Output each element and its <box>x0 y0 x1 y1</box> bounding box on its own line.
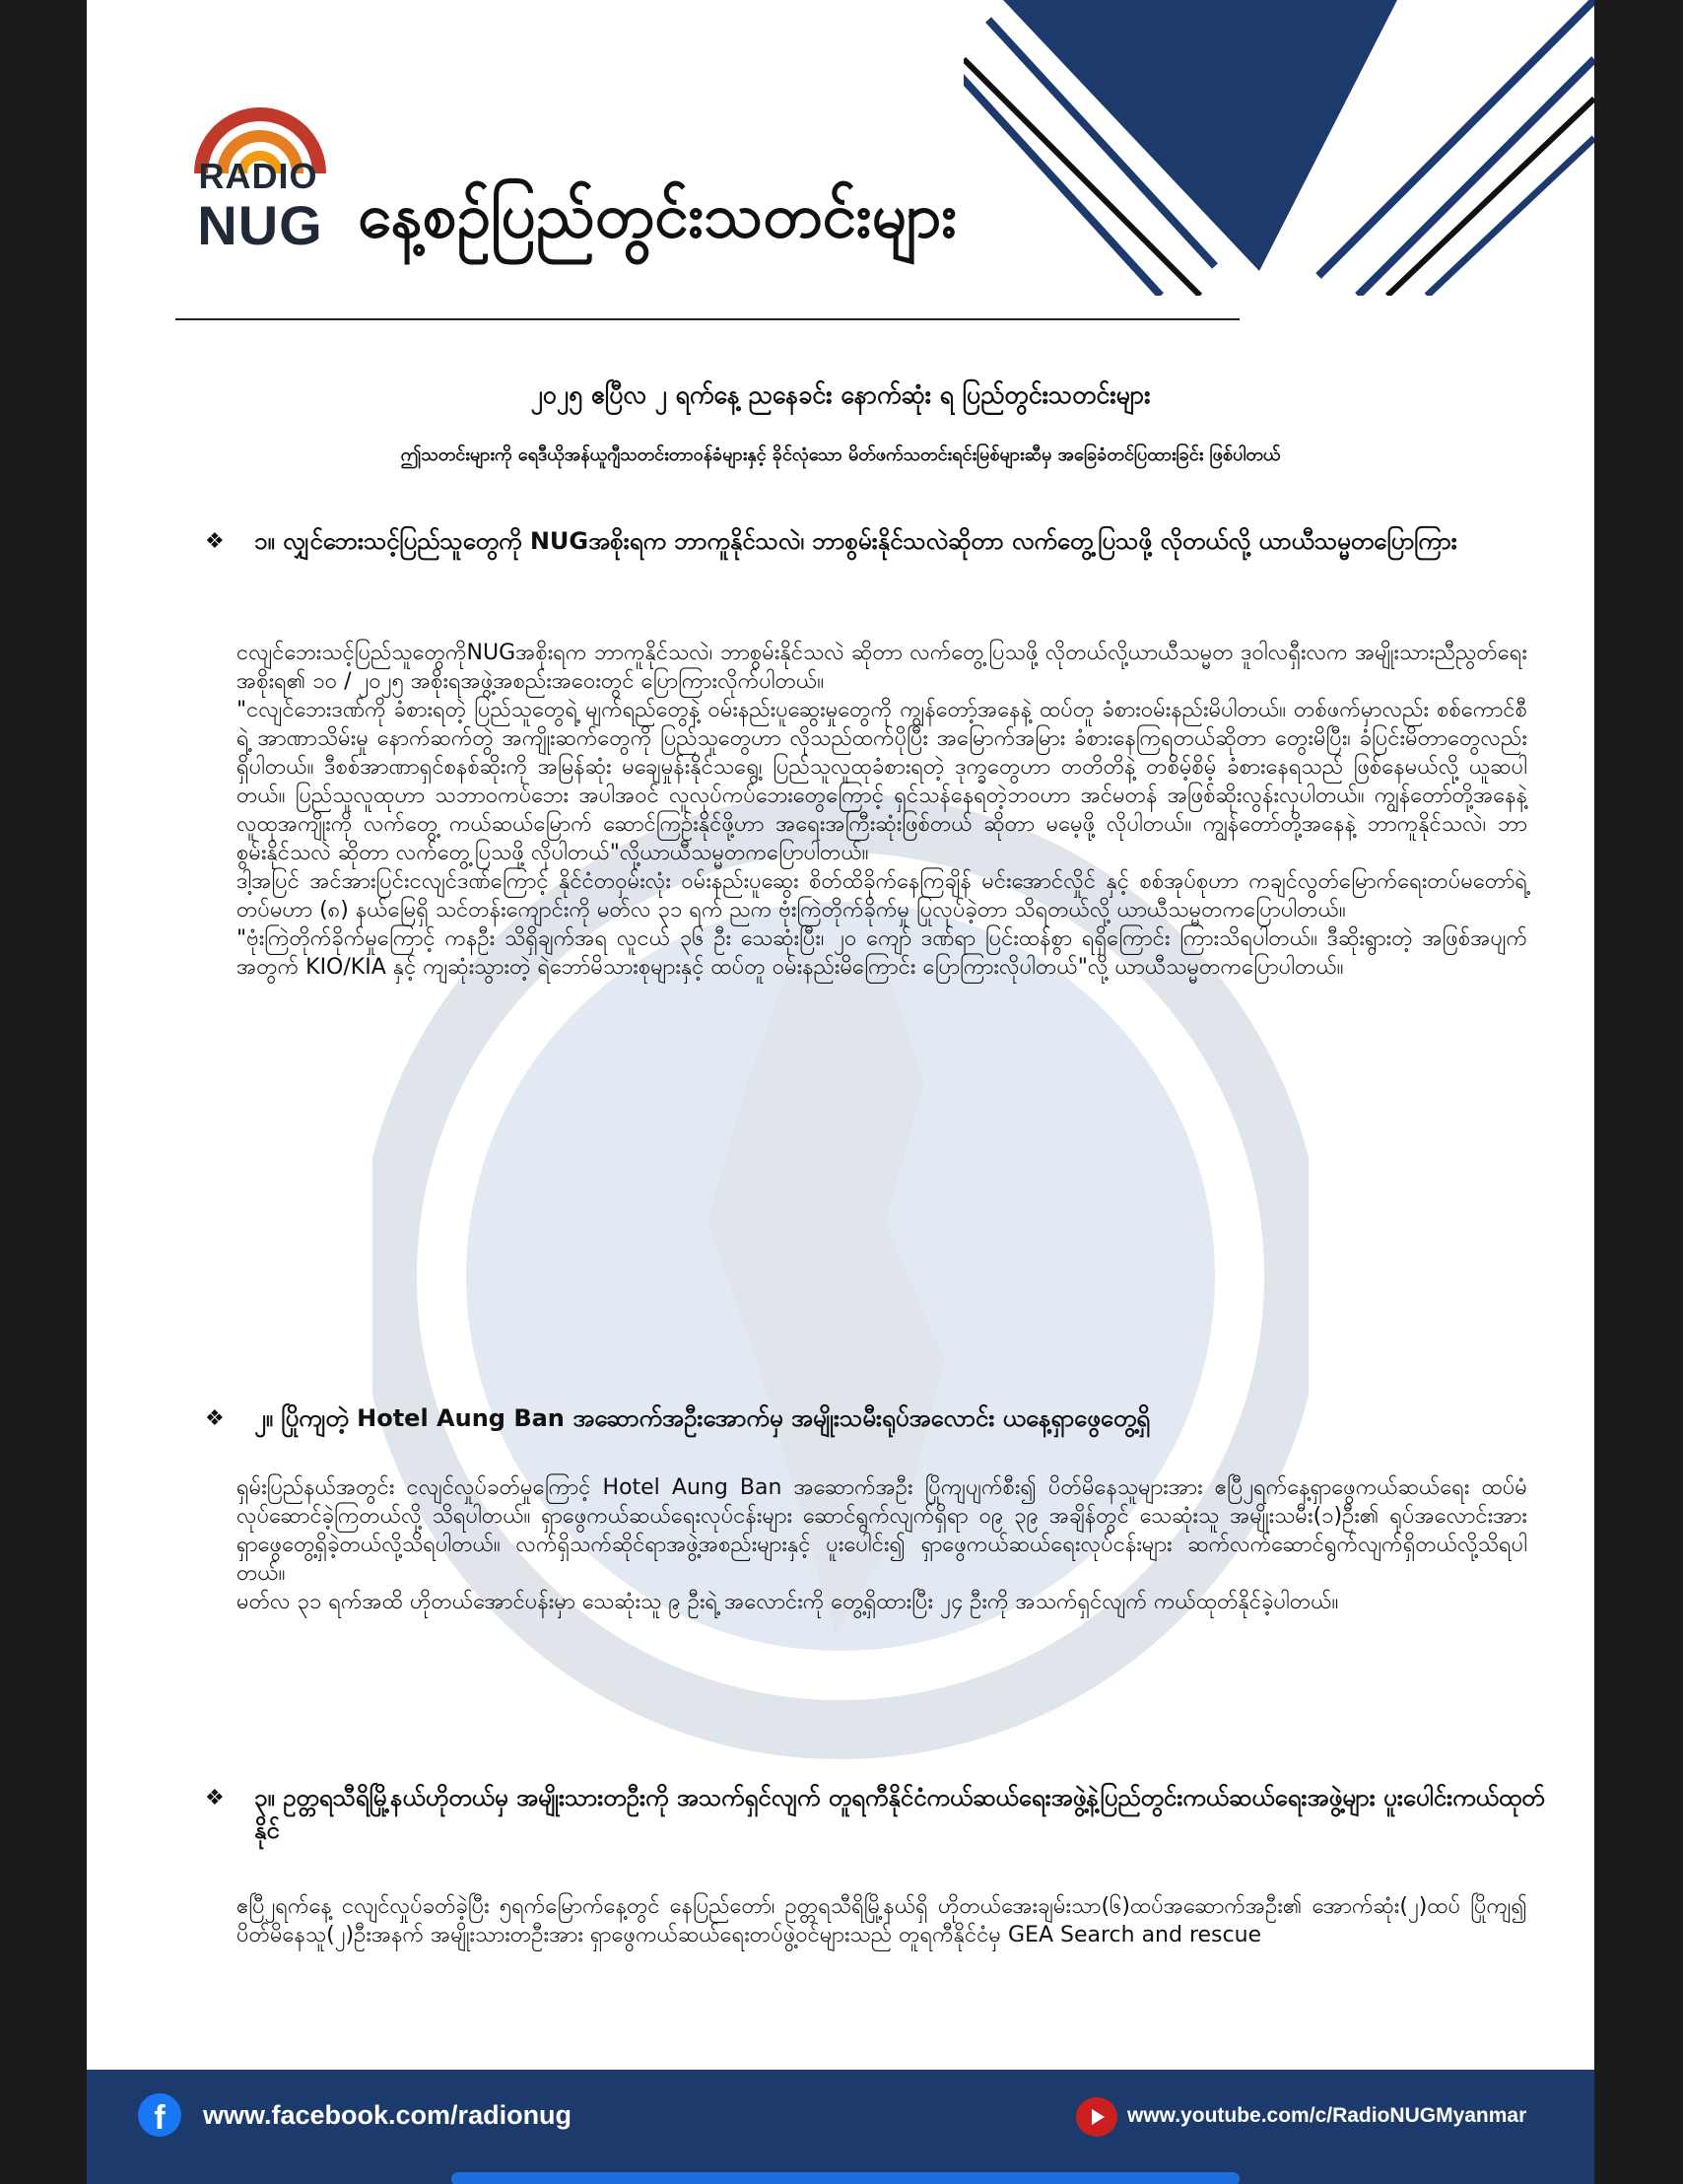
paragraph: "ဗုံးကြဲတိုက်ခိုက်မှုကြောင့် ကနဦး သိရှိချက်အရ လူငယ် ၃၆ ဦး သေဆုံးပြီး၊ ၂၀ ကျော် ဒဏ်ရာ ပြင်းထန်စွာ ရရှိကြောင်း ကြားသိရပါတယ်။ ဒီဆိုးရွားတဲ့ အဖြစ်အပျက်အတွက် KIO/KIA နှင့် ကျဆုံးသွားတဲ့ ရဲဘော်မိသားစုများနှင့် ထပ်တူ ဝမ်းနည်းမိကြောင်း ပြောကြားလိုပါတယ်"လို့ ယာယီသမ္မတကပြောပါတယ်။ <box>236 926 1527 980</box>
bullet-icon: ❖ <box>205 529 225 554</box>
paragraph: ဒါ့အပြင် အင်အားပြင်းငလျင်ဒဏ်ကြောင့် နိုင်ငံတဝှမ်းလုံး ဝမ်းနည်းပူဆွေး စိတ်ထိခိုက်နေကြချိန် မင်းအောင်လှိုင် နှင့် စစ်အုပ်စုဟာ ကချင်လွတ်မြောက်ရေးတပ်မတော်ရဲ့ တပ်မဟာ (၈) နယ်မြေရှိ သင်တန်းကျောင်းကို မတ်လ ၃၁ ရက် ညက ဗုံးကြဲတိုက်ခိုက်မှု ပြုလုပ်ခဲ့တာ သိရတယ်လို့ ယာယီသမ္မတကပြောပါတယ်။ <box>236 869 1527 922</box>
facebook-link[interactable]: www.facebook.com/radionug <box>203 2100 572 2130</box>
section-1-heading <box>205 525 1545 558</box>
logo-radio-text: RADIO <box>198 156 318 196</box>
section-heading-text: ၃။ ဥတ္တရသီရိမြို့နယ်ဟိုတယ်မှ အမျိုးသားတဦးကို အသက်ရှင်လျက် တူရကီနိုင်ငံကယ်ဆယ်ရေးအဖွဲ့နဲ့ပြည်တွင်းကယ်ဆယ်ရေးအဖွဲ့များ ပူးပေါင်းကယ်ထုတ်နိုင် <box>254 1784 1545 1844</box>
page-title: နေ့စဉ်ပြည်တွင်းသတင်းများ <box>358 179 958 251</box>
source-note: ဤသတင်းများကို ရေဒီယိုအန်ယူဂျီသတင်းတာဝန်ခံများနှင့် ခိုင်လုံသော မိတ်ဖက်သတင်းရင်းမြစ်များဆီမှ အခြေခံတင်ပြထားခြင်း ဖြစ်ပါတယ် <box>400 444 1281 465</box>
header-divider <box>175 318 1240 320</box>
paragraph: ဧပြီ၂ရက်နေ့ ငလျင်လှုပ်ခတ်ခဲ့ပြီး ၅ရက်မြောက်နေ့တွင် နေပြည်တော်၊ ဥတ္တရသီရိမြို့နယ်ရှိ ဟိုတယ်အေးချမ်းသာ(၆)ထပ်အဆောက်အဦး၏ အောက်ဆုံး(၂)ထပ် ပြိုကျ၍ ပိတ်မိနေသူ(၂)ဦးအနက် အမျိုးသားတဦးအား ရှာဖွေကယ်ဆယ်ရေးတပ်ဖွဲ့ဝင်များသည် တူရကီနိုင်ငံမှ GEA Search and rescue <box>236 1894 1527 1947</box>
bottom-scroll-bar[interactable] <box>451 2172 1240 2184</box>
section-2-body <box>236 1473 1527 1616</box>
date-heading: ၂၀၂၅ ဧပြီလ ၂ ရက်နေ့ ညနေခင်း နောက်ဆုံး ရ ပြည်တွင်းသတင်းများ <box>530 380 1151 409</box>
paragraph: ငလျင်ဘေးသင့်ပြည်သူတွေကိုNUGအစိုးရက ဘာကူနိုင်သလဲ၊ ဘာစွမ်းနိုင်သလဲ ဆိုတာ လက်တွေ့ပြသဖို့ လိုတယ်လို့ယာယီသမ္မတ ဒူဝါလရှီးလက အမျိုးသားညီညွတ်ရေးအစိုးရ၏ ၁၀ / ၂၀၂၅ အစိုးရအဖွဲ့အစည်းအဝေးတွင် ပြောကြားလိုက်ပါတယ်။ <box>236 641 1527 694</box>
facebook-icon[interactable]: f <box>138 2093 181 2137</box>
section-2-heading <box>205 1402 1545 1435</box>
corner-decoration <box>964 0 1594 296</box>
radio-nug-logo <box>181 106 339 284</box>
paragraph: မတ်လ ၃၁ ရက်အထိ ဟိုတယ်အောင်ပန်းမှာ သေဆုံးသူ ၉ ဦးရဲ့ အလောင်းကို တွေ့ရှိထားပြီး ၂၄ ဦးကို အသက်ရှင်လျက် ကယ်ထုတ်နိုင်ခဲ့ပါတယ်။ <box>236 1590 1339 1614</box>
section-heading-text: ၂။ ပြိုကျတဲ့ Hotel Aung Ban အဆောက်အဦးအောက်မှ အမျိုးသမီးရုပ်အလောင်း ယနေ့ရှာဖွေတွေ့ရှိ <box>254 1404 1150 1432</box>
youtube-icon[interactable] <box>1076 2097 1117 2137</box>
section-3-heading <box>205 1782 1545 1847</box>
news-page <box>87 0 1594 2184</box>
youtube-link[interactable]: www.youtube.com/c/RadioNUGMyanmar <box>1127 2104 1527 2127</box>
section-heading-text: ၁။ လျှင်ဘေးသင့်ပြည်သူတွေကို NUGအစိုးရက ဘာကူနိုင်သလဲ၊ ဘာစွမ်းနိုင်သလဲဆိုတာ လက်တွေ့ပြသဖို့ လိုတယ်လို့ ယာယီသမ္မတပြောကြား <box>254 527 1457 555</box>
play-icon <box>1092 2109 1105 2125</box>
bullet-icon: ❖ <box>205 1786 225 1810</box>
logo-nug-text: NUG <box>197 194 323 256</box>
section-3-body <box>236 1892 1527 1949</box>
paragraph: "ငလျင်ဘေးဒဏ်ကို ခံစားရတဲ့ ပြည်သူတွေရဲ့ မျက်ရည်တွေနဲ့ ဝမ်းနည်းပူဆွေးမှုတွေကို ကျွန်တော့်အနေနဲ့ ထပ်တူ ခံစားဝမ်းနည်းမိပါတယ်။ တစ်ဖက်မှာလည်း စစ်ကောင်စီရဲ့ အာဏာသိမ်းမှု နောက်ဆက်တွဲ အကျိုးဆက်တွေကို ပြည်သူတွေဟာ လိုသည်ထက်ပိုပြီး အမြောက်အမြား ခံစားနေကြရတယ်ဆိုတာ တွေးမိပြီး၊ ခံပြင်းမိတာတွေလည်း ရှိပါတယ်။ ဒီစစ်အာဏာရှင်စနစ်ဆိုးကို အမြန်ဆုံး မချေမှုန်းနိုင်သရွေ့၊ ပြည်သူလူထုခံစားရတဲ့ ဒုက္ခတွေဟာ တတိတိနဲ့ တစိမ့်စိမ့် ခံစားနေရသည် ဖြစ်နေမယ်လို့ ယူဆပါတယ်။ ပြည်သူလူထုဟာ သဘာဝကပ်ဘေး အပါအဝင် လူလုပ်ကပ်ဘေးတွေကြောင့် ရှင်သန်နေရတဲ့ဘဝဟာ အင်မတန် အဖြစ်ဆိုးလွန်းလှပါတယ်။ ကျွန်တော်တို့အနေနဲ့ လူထုအကျိုးကို လက်တွေ့ ကယ်ဆယ်မြောက် ဆောင်ကြဉ်းနိုင်ဖို့ဟာ အရေးအကြီးဆုံးဖြစ်တယ် ဆိုတာ မမေ့ဖို့ လိုပါတယ်။ ကျွန်တော်တို့အနေနဲ့ ဘာကူနိုင်သလဲ၊ ဘာစွမ်းနိုင်သလဲ ဆိုတာ လက်တွေ့ပြသဖို့ လိုပါတယ်"လို့ယာယီသမ္မတကပြောပါတယ်။ <box>236 698 1527 865</box>
section-1-body <box>236 639 1527 982</box>
paragraph: ရှမ်းပြည်နယ်အတွင်း ငလျင်လှုပ်ခတ်မှုကြောင့် Hotel Aung Ban အဆောက်အဦး ပြိုကျပျက်စီး၍ ပိတ်မိနေသူများအား ဧပြီ၂ရက်နေ့ရှာဖွေကယ်ဆယ်ရေး ထပ်မံလုပ်ဆောင်ခဲ့ကြတယ်လို့ သိရပါတယ်။ ရှာဖွေကယ်ဆယ်ရေးလုပ်ငန်းများ ဆောင်ရွက်လျက်ရှိရာ ၀၉ ၃၉ အချိန်တွင် သေဆုံးသူ အမျိုးသမီး(၁)ဦး၏ ရုပ်အလောင်းအား ရှာဖွေတွေ့ရှိခဲ့တယ်လို့သိရပါတယ်။ လက်ရှိသက်ဆိုင်ရာအဖွဲ့အစည်းများနှင့် ပူးပေါင်း၍ ရှာဖွေကယ်ဆယ်ရေးလုပ်ငန်းများ ဆက်လက်ဆောင်ရွက်လျက်ရှိတယ်လို့သိရပါတယ်။ <box>236 1475 1527 1586</box>
bullet-icon: ❖ <box>205 1406 225 1431</box>
